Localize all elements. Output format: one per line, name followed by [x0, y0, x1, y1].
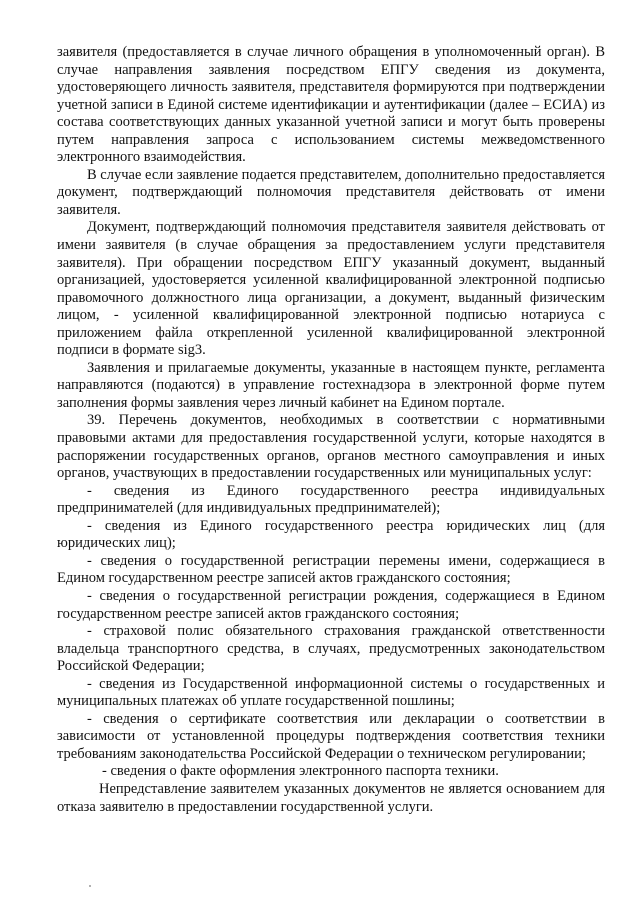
list-item: - сведения из Единого государственного реестра индивидуальных предпринимателей (для индивидуальных предпринимателей); — [57, 482, 605, 517]
paragraph-closing: Непредставление заявителем указанных документов не является основанием для отказа заявителю в предоставлении государственной услуги. — [57, 780, 605, 815]
scan-speck — [89, 885, 91, 887]
paragraph-submission: Заявления и прилагаемые документы, указанные в настоящем пункте, регламента направляются (подаются) в управление гостехнадзора в электронной форме путем заполнения формы заявления через личный кабинет на Едином портале. — [57, 359, 605, 411]
paragraph-applicant-identity: заявителя (предоставляется в случае личного обращения в уполномоченный орган). В случае направления заявления посредством ЕПГУ сведения из документа, удостоверяющего личность заявителя, представителя формируются при подтверждении учетной записи в Единой системе идентификации и аутентификации (далее – ЕСИА) из состава соответствующих данных указанной учетной записи и могут быть проверены путем направления запроса с использованием системы межведомственного электронного взаимодействия. — [57, 44, 605, 166]
list-item: - сведения о государственной регистрации перемены имени, содержащиеся в Едином государственном реестре записей актов гражданского состояния; — [57, 552, 605, 587]
list-item: - сведения из Государственной информационной системы о государственных и муниципальных платежах об уплате государственной пошлины; — [57, 675, 605, 710]
paragraph-authority-document: Документ, подтверждающий полномочия представителя заявителя действовать от имени заявителя (в случае обращения за предоставлением услуги представителя заявителя). При обращении посредством ЕПГУ указанный документ, выданный организацией, удостоверяется усиленной квалифицированной электронной подписью правомочного должностного лица организации, а документ, выданный физическим лицом, - усиленной квалифицированной электронной подписью нотариуса с приложением файла открепленной усиленной квалифицированной электронной подписи в формате sig3. — [57, 219, 605, 359]
list-item: - страховой полис обязательного страхования гражданской ответственности владельца транспортного средства, в случаях, предусмотренных законодательством Российской Федерации; — [57, 623, 605, 675]
list-item: - сведения о сертификате соответствия или декларации о соответствии в зависимости от установленной процедуры подтверждения соответствия техники требованиям законодательства Российской Федерации о техническом регулировании; — [57, 710, 605, 762]
list-item: - сведения о факте оформления электронного паспорта техники. — [102, 763, 499, 780]
paragraph-representative: В случае если заявление подается представителем, дополнительно предоставляется документ, подтверждающий полномочия представителя действовать от имени заявителя. — [57, 166, 605, 218]
paragraph-39: 39. Перечень документов, необходимых в соответствии с нормативными правовыми актами для предоставления государственной услуги, которые находятся в распоряжении государственных органов, органов местного самоуправления и иных органов, участвующих в предоставлении государственных или муниципальных услуг: — [57, 412, 605, 482]
list-item: - сведения о государственной регистрации рождения, содержащиеся в Едином государственном реестре записей актов гражданского состояния; — [57, 587, 605, 622]
list-item: - сведения из Единого государственного реестра юридических лиц (для юридических лиц); — [57, 517, 605, 552]
document-body — [57, 44, 605, 816]
